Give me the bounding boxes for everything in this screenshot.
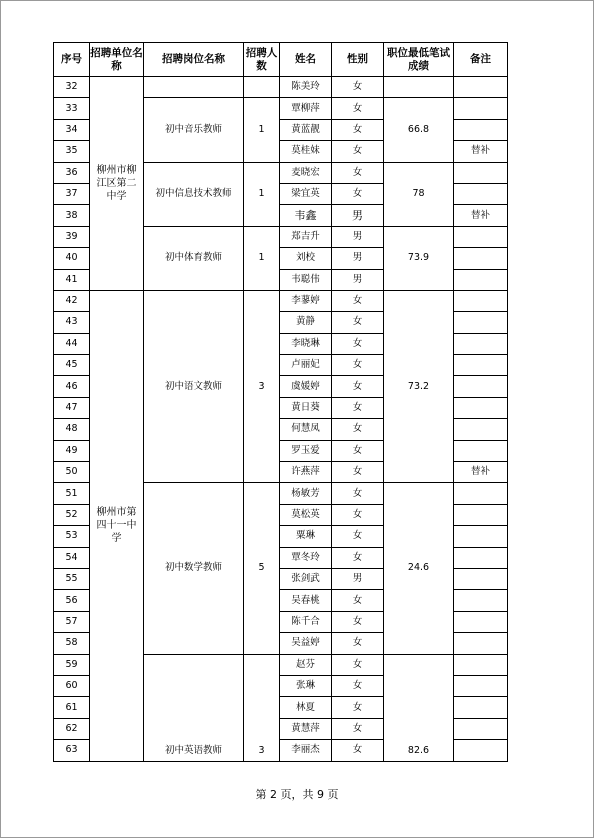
- gender-cell: 女: [332, 697, 384, 718]
- seq-cell: 50: [54, 462, 90, 483]
- gender-cell: 女: [332, 483, 384, 504]
- header-row: [54, 43, 508, 77]
- remark-cell: [454, 675, 508, 696]
- remark-cell: [454, 740, 508, 761]
- header-position: 招聘岗位名称: [144, 43, 244, 77]
- gender-cell: 男: [332, 248, 384, 269]
- gender-cell: 女: [332, 590, 384, 611]
- seq-cell: 46: [54, 376, 90, 397]
- remark-cell: 替补: [454, 205, 508, 226]
- gender-cell: 男: [332, 205, 384, 226]
- name-cell: 吴春桃: [280, 590, 332, 611]
- name-cell: 陈千合: [280, 611, 332, 632]
- score-cell: 24.6: [384, 483, 454, 654]
- remark-cell: [454, 376, 508, 397]
- seq-cell: 63: [54, 740, 90, 761]
- name-cell: 李丽杰: [280, 740, 332, 761]
- name-cell: 莫桂妹: [280, 141, 332, 162]
- count-cell: [244, 77, 280, 98]
- name-cell: 李蓼婷: [280, 290, 332, 311]
- score-cell: 73.9: [384, 226, 454, 290]
- gender-cell: 女: [332, 290, 384, 311]
- name-cell: 麦晓宏: [280, 162, 332, 183]
- remark-cell: [454, 483, 508, 504]
- score-cell: 78: [384, 162, 454, 226]
- count-cell: 1: [244, 98, 280, 162]
- position-cell: 初中音乐教师: [144, 98, 244, 162]
- seq-cell: 55: [54, 568, 90, 589]
- gender-cell: 女: [332, 547, 384, 568]
- gender-cell: 女: [332, 355, 384, 376]
- name-cell: 卢丽妃: [280, 355, 332, 376]
- name-cell: 韦鑫: [280, 205, 332, 226]
- header-gender: 性别: [332, 43, 384, 77]
- gender-cell: 女: [332, 162, 384, 183]
- page-footer: 第 2 页，共 9 页: [255, 788, 339, 801]
- name-cell: 黄日葵: [280, 397, 332, 418]
- name-cell: 郑吉升: [280, 226, 332, 247]
- seq-cell: 54: [54, 547, 90, 568]
- seq-cell: 39: [54, 226, 90, 247]
- seq-cell: 43: [54, 312, 90, 333]
- unit-cell: 柳州市柳江区第二中学: [90, 77, 144, 291]
- gender-cell: 女: [332, 183, 384, 204]
- table-row: [54, 290, 508, 311]
- seq-cell: 45: [54, 355, 90, 376]
- score-cell: [384, 654, 454, 761]
- remark-cell: [454, 440, 508, 461]
- name-cell: 陈美玲: [280, 77, 332, 98]
- count-cell: 5: [244, 483, 280, 654]
- seq-cell: 34: [54, 119, 90, 140]
- gender-cell: 女: [332, 740, 384, 761]
- name-cell: 李晓琳: [280, 333, 332, 354]
- remark-cell: [454, 119, 508, 140]
- name-cell: 赵芬: [280, 654, 332, 675]
- seq-cell: 59: [54, 654, 90, 675]
- seq-cell: 61: [54, 697, 90, 718]
- position-cell: 初中数学教师: [144, 483, 244, 654]
- score-label: 82.6: [407, 744, 430, 756]
- position-cell: [144, 77, 244, 98]
- remark-cell: [454, 183, 508, 204]
- name-cell: 覃冬玲: [280, 547, 332, 568]
- remark-cell: [454, 526, 508, 547]
- position-cell: 初中体育教师: [144, 226, 244, 290]
- unit-cell: 柳州市第四十一中学: [90, 290, 144, 761]
- remark-cell: [454, 718, 508, 739]
- seq-cell: 40: [54, 248, 90, 269]
- remark-cell: [454, 98, 508, 119]
- gender-cell: 女: [332, 633, 384, 654]
- seq-cell: 58: [54, 633, 90, 654]
- name-cell: 罗玉爱: [280, 440, 332, 461]
- remark-cell: 替补: [454, 462, 508, 483]
- gender-cell: 女: [332, 675, 384, 696]
- remark-cell: [454, 355, 508, 376]
- score-cell: [384, 77, 454, 98]
- name-cell: 黄蓝靓: [280, 119, 332, 140]
- remark-cell: 替补: [454, 141, 508, 162]
- seq-cell: 57: [54, 611, 90, 632]
- remark-cell: [454, 77, 508, 98]
- seq-cell: 60: [54, 675, 90, 696]
- header-remark: 备注: [454, 43, 508, 77]
- gender-cell: 女: [332, 611, 384, 632]
- remark-cell: [454, 590, 508, 611]
- seq-cell: 37: [54, 183, 90, 204]
- gender-cell: 女: [332, 526, 384, 547]
- remark-cell: [454, 633, 508, 654]
- name-cell: 覃柳萍: [280, 98, 332, 119]
- name-cell: 黄静: [280, 312, 332, 333]
- gender-cell: 女: [332, 98, 384, 119]
- header-score: 职位最低笔试成绩: [384, 43, 454, 77]
- seq-cell: 35: [54, 141, 90, 162]
- position-cell: 初中信息技术教师: [144, 162, 244, 226]
- seq-cell: 47: [54, 397, 90, 418]
- seq-cell: 41: [54, 269, 90, 290]
- remark-cell: [454, 162, 508, 183]
- gender-cell: 女: [332, 654, 384, 675]
- name-cell: 林夏: [280, 697, 332, 718]
- seq-cell: 56: [54, 590, 90, 611]
- gender-cell: 女: [332, 440, 384, 461]
- remark-cell: [454, 611, 508, 632]
- seq-cell: 36: [54, 162, 90, 183]
- gender-cell: 女: [332, 312, 384, 333]
- name-cell: 吴益婷: [280, 633, 332, 654]
- gender-cell: 男: [332, 568, 384, 589]
- seq-cell: 52: [54, 504, 90, 525]
- header-count: 招聘人数: [244, 43, 280, 77]
- remark-cell: [454, 697, 508, 718]
- position-label: 初中英语教师: [164, 744, 222, 756]
- seq-cell: 32: [54, 77, 90, 98]
- count-cell: 3: [244, 290, 280, 483]
- table-row: [54, 77, 508, 98]
- remark-cell: [454, 269, 508, 290]
- count-cell: [244, 654, 280, 761]
- seq-cell: 44: [54, 333, 90, 354]
- name-cell: 何慧凤: [280, 419, 332, 440]
- remark-cell: [454, 312, 508, 333]
- remark-cell: [454, 547, 508, 568]
- name-cell: 莫松英: [280, 504, 332, 525]
- name-cell: 张剑武: [280, 568, 332, 589]
- name-cell: 韦聪伟: [280, 269, 332, 290]
- remark-cell: [454, 397, 508, 418]
- name-cell: 许燕萍: [280, 462, 332, 483]
- gender-cell: 女: [332, 77, 384, 98]
- seq-cell: 38: [54, 205, 90, 226]
- name-cell: 粟琳: [280, 526, 332, 547]
- header-seq: 序号: [54, 43, 90, 77]
- count-label: 3: [258, 744, 265, 756]
- gender-cell: 男: [332, 226, 384, 247]
- score-cell: 66.8: [384, 98, 454, 162]
- remark-cell: [454, 504, 508, 525]
- count-cell: 1: [244, 226, 280, 290]
- name-cell: 刘校: [280, 248, 332, 269]
- gender-cell: 女: [332, 141, 384, 162]
- gender-cell: 女: [332, 718, 384, 739]
- seq-cell: 62: [54, 718, 90, 739]
- gender-cell: 女: [332, 419, 384, 440]
- seq-cell: 42: [54, 290, 90, 311]
- gender-cell: 女: [332, 504, 384, 525]
- seq-cell: 51: [54, 483, 90, 504]
- remark-cell: [454, 419, 508, 440]
- remark-cell: [454, 226, 508, 247]
- seq-cell: 48: [54, 419, 90, 440]
- count-cell: 1: [244, 162, 280, 226]
- gender-cell: 女: [332, 462, 384, 483]
- position-cell: 初中语文教师: [144, 290, 244, 483]
- remark-cell: [454, 248, 508, 269]
- score-cell: 73.2: [384, 290, 454, 483]
- recruitment-table: [53, 42, 508, 762]
- remark-cell: [454, 654, 508, 675]
- name-cell: 虞媛婷: [280, 376, 332, 397]
- remark-cell: [454, 290, 508, 311]
- gender-cell: 女: [332, 119, 384, 140]
- name-cell: 杨敏芳: [280, 483, 332, 504]
- header-unit: 招聘单位名称: [90, 43, 144, 77]
- name-cell: 张琳: [280, 675, 332, 696]
- header-name: 姓名: [280, 43, 332, 77]
- name-cell: 黄慧萍: [280, 718, 332, 739]
- seq-cell: 49: [54, 440, 90, 461]
- name-cell: 梁宜英: [280, 183, 332, 204]
- gender-cell: 男: [332, 269, 384, 290]
- gender-cell: 女: [332, 397, 384, 418]
- seq-cell: 33: [54, 98, 90, 119]
- remark-cell: [454, 333, 508, 354]
- gender-cell: 女: [332, 376, 384, 397]
- position-cell: [144, 654, 244, 761]
- gender-cell: 女: [332, 333, 384, 354]
- seq-cell: 53: [54, 526, 90, 547]
- remark-cell: [454, 568, 508, 589]
